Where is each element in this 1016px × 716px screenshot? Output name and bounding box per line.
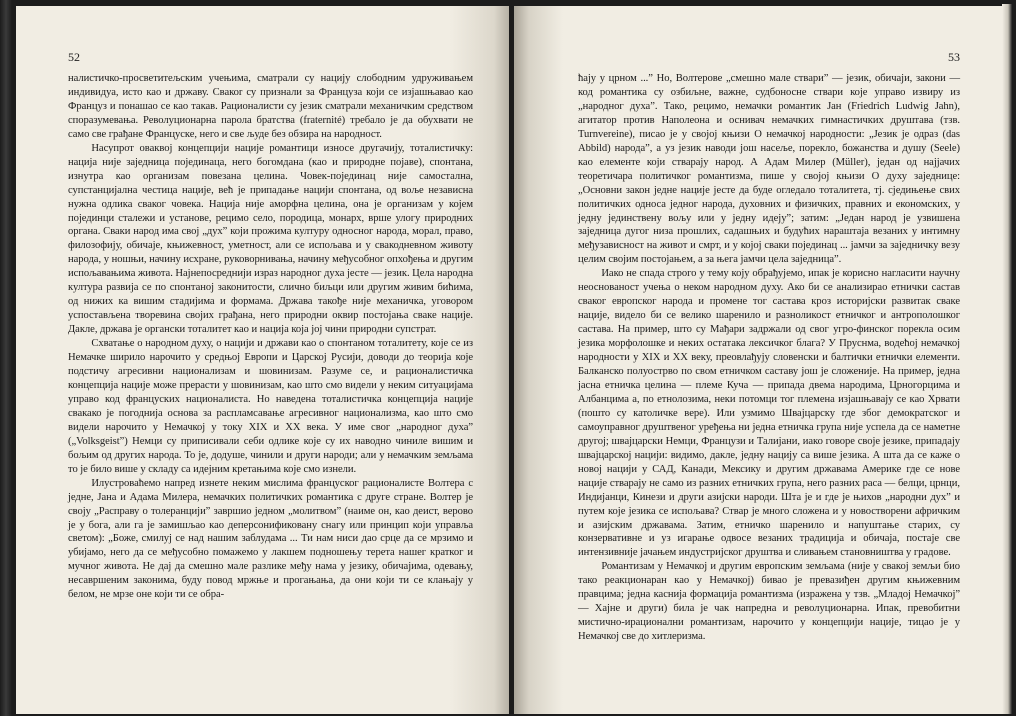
paragraph: Иако не спада строго у тему коју обрађујемо, ипак је корисно нагласити научну неоснованост учења о неком народном духу. Ако би се анализирао етнички састав сваког европског народа и промене тог састава кроз историјски развитак сваке нације, видело би се велико шаренило и разноликост етничког и антрополошког састава. На пример, што су Мађари задржали од свог угро-финског порекла осим језика морфолошке и неких остатака лексичког блага? У Пруснма, водећој немачкој народности у XIX и XX веку, преовлађују словенски и балтички етнички елементи. Балканско полуострво по свом етничком саставу још је сложеније. На пример, једна јасна етничка целина — племе Куча — припада двема народима, Црногорцима и Албанцима а, по етнолозима, неки потомци тог племена изјашњавају се као Хрвати (пошто су католичке вере). Или узмимо Швајцарску где због демократског и самоуправног друштвеног уређења ни једна етничка група није успела да се наметне другој; швајцарски Немци, Французи и Талијани, иако говоре своје језике, припадају швајцарској нацији: видимо, дакле, једну нацију са више језика. А шта да се каже о новој нацији у САД, Канади, Мексику и другим државама Америке где се нове нације стварају не само из разних етничких група, него разних раса — белци, црнци, Индијанци, Кинези и други азијски народи. Шта је и где је њихов „народни дух” и путем које језика се испољава? Ствар је много сложена и у новостворени афричким и азијским државама. Затим, етничко шаренило и напуштање старих, су конзервативне и уз игарање одвосе везаних традиција и обичаја, постаје све интензивније јачањем индустријског друштва и сливањем становништва у градове. — [578, 268, 960, 559]
page-edge-shadow — [1002, 4, 1012, 714]
paragraph: ћају у црном ...” Но, Волтерове „смешно мале ствари” — језик, обичаји, закони — код романтика су озбиљне, важне, судбоносне ствари које управо извиру из „народног духа”. Тако, рецимо, немачки романтик Јан (Friedrich Ludwig Jahn), агитатор против Наполеона и оснивач немачких гимнастичких друштава (тзв. Turnvereine), писао је у својој књизи О немачкој народности: „Језик је одраз (das Abbild) народа”, а уз језик наводи још насеље, порекло, божанства и душу (Seele) као елементе који стварају народ. А Адам Милер (Müller), један од најјачих теоретичара политичког романтизма, пише у својој књизи О духу заједнице: „Основни закон једне нације јесте да буде огледало тоталитета, тј. сједињење свих политичких односа једног народа, духовних и физичких, правних и економских, у једну јединствену вољу или у једну идеју”; затим: „Један народ је узвишена заједница дугог низа прошлих, садашњих и будућих нараштаја везаних у интимну међузависност на живот и смрт, и у којој сваки појединац ... јамчи за заједничку везу целим својим постојањем, а за њега јамчи цела заједница”. — [578, 73, 960, 266]
page-body — [68, 72, 473, 602]
paragraph: налистичко-просветитељским учењима, сматрали су нацију слободним удруживањем индивидуа, исто као и државу. Свакоr су признали за Француза који се изјашњавао као Француз и понашао се као такав. Рационалисти су језик сматрали механичким средством споразумевања. Револуционарна парола братства (fraternité) требало је да обухвати не само све грађане Француске, него и све људе без обзира на народност. — [68, 73, 473, 140]
paragraph: Насупрот оваквој концепцији нације романтици износе другачију, тоталистичку: нација није заједница појединаца, него богомдана (као и природне појаве), спонтана, изнутра као организам повезана целина. Човек-појединац није самостална, супстанцијална честица нације, већ је припадање нацији спонтана, од воље независна нужна одлика сваког човека. Нација није аморфна целина, она је организам у којем појединци сталежи и установе, рецимо село, породица, монарх, врше улогу природних органа. Сваки народ има свој „дух” који прожима културу односног народа, морал, право, филозофију, обичаје, књижевност, уметност, али се испољава и у свакодневном животу народа, у ношњи, начину исхране, руковорнивања, начину међусобног опхођења и другим испољавањима живота. Најнепосреднији израз народног духа јесте — језик. Цела народна култура развија се по спонтаној законитости, слично биљци или другим живим бићима, од нижих ка вишим стадијима и формама. Држава такође није механичка, уговором успостављена творевина својих грађана, него природни оквир постојања сваке нације. Дакле, држава је органски тоталитет као и нација која јој чини природни супстрат. — [68, 142, 473, 336]
left-page — [16, 6, 509, 714]
page-number: 52 — [68, 50, 80, 64]
paragraph: Романтизам у Немачкој и другим европским земљама (није у свакој земљи био тако реакционаран као у Немачкој) бивао је превазиђен другим књижевним правцима; једна каснија формација романтизма (изражена у тзв. „Младој Немачкој” — Хајне и други) била је чак напредна и револуционарна. Ипак, превобитни мистично-ирационални романтизам, нарочито у концепцији нације, тицао је у Немачкој све до хитлеризма. — [578, 561, 960, 643]
page-body — [578, 72, 960, 644]
paragraph: Схватање о народном духу, о нацији и држави као о спонтаном тоталитету, које се из Немачке ширило нарочито у средњој Европи и Царској Русији, доводи до теорија које подстичу агресивни национализам и шовинизам. Разуме се, и рационалистичка концепција нације може прерасти у шовинизам, као што смо видели у неким ситуацијама управо код француских националиста. Но наведена тоталистичка концепција нације свакако је погоднија основа за распламсавање агресивног национализма, као што смо видели нарочито у Немачкој у току XIX и XX века. У име свог „народног духа” („Volksgeist”) Немци су приписивали себи одлике које су их наводно чиниле вишим и бољим од других народа. То је, додуше, чинили и други народи; али у немачким земљама то је било више у складу са идејним кретањима које смо изнели. — [68, 338, 473, 475]
page-number: 53 — [948, 50, 960, 64]
paragraph: Илустроваћемо напред изнете неким мислима француског рационалисте Волтера с једне, Јана и Адама Милера, немачких политичких романтика с друге стране. Волтер је своју „Расправу о толеранцији” завршио једном „молитвом” (наиме он, као деист, верово је у бога, али га је замишљао као деперсонификовану снагу или принцип који управља светом): „Боже, смилуј се над нашим заблудама ... Ти нам ниси дао срце да се мрзимо и убијамо, него да се међусобно помажемо у лакшем подношењу терета нашег кратког и мучног живота. Не дај да смешно мале разлике међу нама у језику, обичајима, одевању, несавршеним законима, буду повод мржње и прогањања, да они који ти се клањају у белом, не мрзе оне који ти се обра- — [68, 477, 473, 601]
right-page — [514, 6, 1004, 714]
